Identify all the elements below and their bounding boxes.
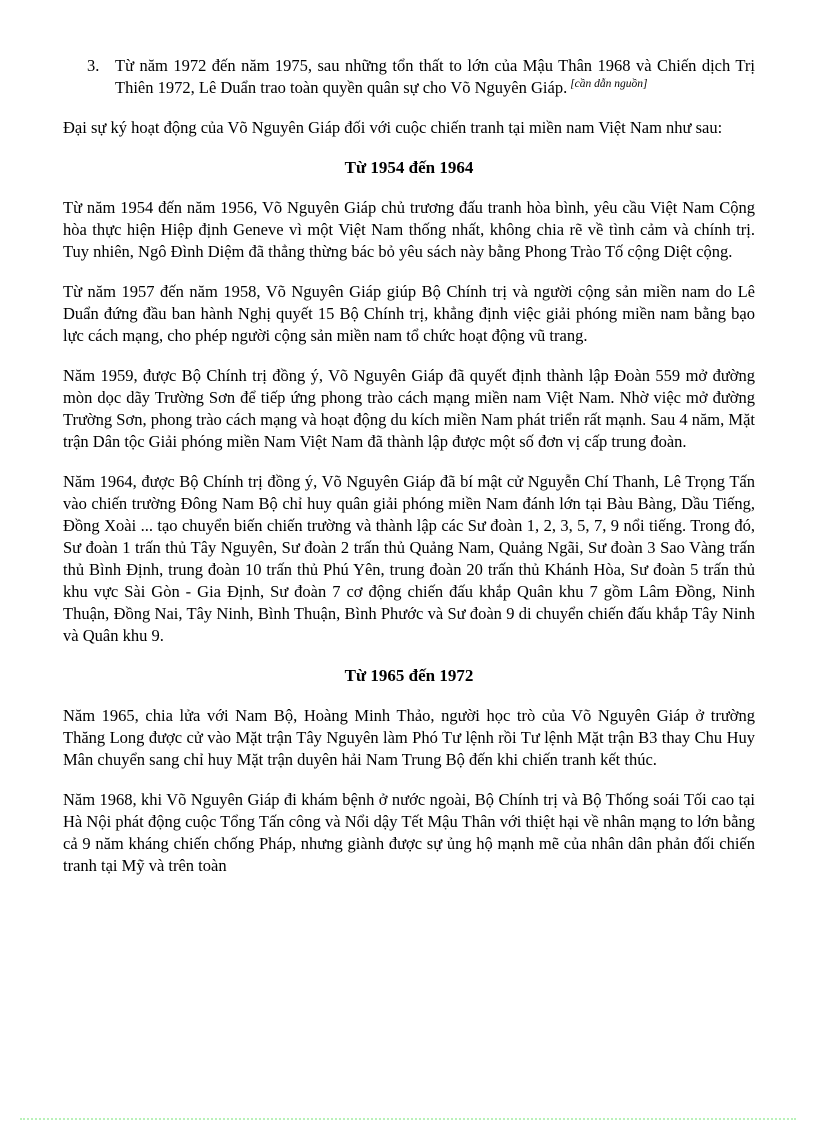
intro-paragraph: Đại sự ký hoạt động của Võ Nguyên Giáp đối với cuộc chiến tranh tại miền nam Việt Nam như sau: <box>63 118 723 137</box>
document-content <box>63 55 755 895</box>
paragraph-1968: Năm 1968, khi Võ Nguyên Giáp đi khám bệnh ở nước ngoài, Bộ Chính trị và Bộ Thống soái Tối cao tại Hà Nội phát động cuộc Tổng Tấn công và Nổi dậy Tết Mậu Thân với thiệt hại về nhân mạng to lớn bằng cả 9 năm kháng chiến chống Pháp, nhưng giành được sự ủng hộ mạnh mẽ của nhân dân phản đối chiến tranh tại Mỹ và trên toàn <box>63 790 755 875</box>
numbered-list-item-3 <box>63 55 755 99</box>
paragraph-1964: Năm 1964, được Bộ Chính trị đồng ý, Võ Nguyên Giáp đã bí mật cử Nguyễn Chí Thanh, Lê Trọng Tấn vào chiến trường Đông Nam Bộ chỉ huy quân giải phóng miền Nam đánh lớn tại Bàu Bàng, Dầu Tiếng, Đồng Xoài ... tạo chuyển biến chiến trường và thành lập các Sư đoàn 1, 2, 3, 5, 7, 9 nổi tiếng. Trong đó, Sư đoàn 1 trấn thủ Tây Nguyên, Sư đoàn 2 trấn thủ Quảng Nam, Quảng Ngãi, Sư đoàn 3 Sao Vàng trấn thủ Bình Định, trung đoàn 10 trấn thủ Phú Yên, trung đoàn 20 trấn thủ Khánh Hòa, Sư đoàn 5 trấn thủ khu vực Sài Gòn - Gia Định, Sư đoàn 7 cơ động chiến đấu khắp Quân khu 7 gồm Lâm Đồng, Ninh Thuận, Đồng Nai, Tây Ninh, Bình Thuận, Bình Phước và Sư đoàn 9 di chuyển chiến đấu khắp Tây Ninh và Quân khu 9. <box>63 472 755 645</box>
section-heading-1965-1972: Từ 1965 đến 1972 <box>344 666 474 685</box>
paragraph-1959: Năm 1959, được Bộ Chính trị đồng ý, Võ Nguyên Giáp đã quyết định thành lập Đoàn 559 mở đường mòn dọc dãy Trường Sơn để tiếp ứng phong trào cách mạng miền nam Việt Nam. Nhờ việc mở đường Trường Sơn, phong trào cách mạng và hoạt động du kích miền Nam phát triển rất mạnh. Sau 4 năm, Mặt trận Dân tộc Giải phóng miền Nam Việt Nam đã thành lập được một số đơn vị cấp trung đoàn. <box>63 366 755 451</box>
paragraph-1957-1958: Từ năm 1957 đến năm 1958, Võ Nguyên Giáp giúp Bộ Chính trị và người cộng sản miền nam do Lê Duẩn đứng đầu ban hành Nghị quyết 15 Bộ Chính trị, khẳng định việc giải phóng miền nam bằng bạo lực cách mạng, cho phép người cộng sản miền nam tổ chức hoạt động vũ trang. <box>63 282 755 345</box>
list-item-number: 3. <box>87 56 100 75</box>
paragraph-1954-1956: Từ năm 1954 đến năm 1956, Võ Nguyên Giáp chủ trương đấu tranh hòa bình, yêu cầu Việt Nam Cộng hòa thực hiện Hiệp định Geneve vì một Việt Nam thống nhất, không chia rẽ về tình cảm và chính trị. Tuy nhiên, Ngô Đình Diệm đã thẳng thừng bác bỏ yêu sách này bằng Phong Trào Tố cộng Diệt cộng. <box>63 198 755 261</box>
section-heading-1954-1964: Từ 1954 đến 1964 <box>344 158 474 177</box>
citation-needed-note: [cần dẫn nguồn] <box>570 78 648 90</box>
list-item-text: Từ năm 1972 đến năm 1975, sau những tổn thất to lớn của Mậu Thân 1968 và Chiến dịch Trị Thiên 1972, Lê Duẩn trao toàn quyền quân sự cho Võ Nguyên Giáp. <box>115 56 755 97</box>
page-break-dotted-line <box>20 1118 796 1120</box>
paragraph-1965: Năm 1965, chia lửa với Nam Bộ, Hoàng Minh Thảo, người học trò của Võ Nguyên Giáp ở trường Thăng Long được cử vào Mặt trận Tây Nguyên làm Phó Tư lệnh rồi Tư lệnh Mặt trận B3 thay Chu Huy Mân chuyển sang chỉ huy Mặt trận duyên hải Nam Trung Bộ đến khi chiến tranh kết thúc. <box>63 706 755 769</box>
